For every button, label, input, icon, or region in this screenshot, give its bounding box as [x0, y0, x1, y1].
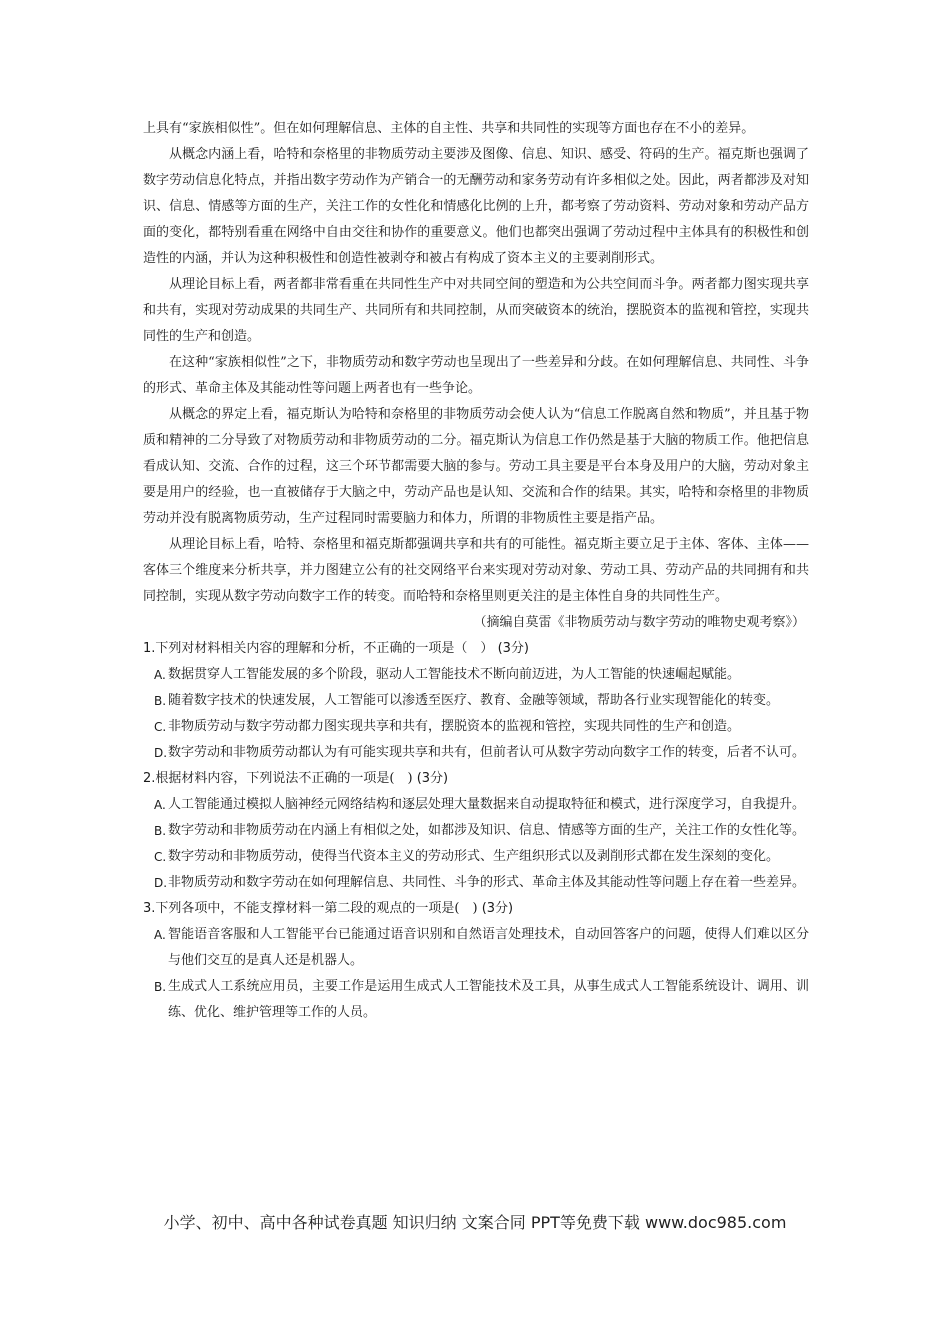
question-text: 根据材料内容，下列说法不正确的一项是( )	[155, 771, 413, 786]
question-stem	[143, 636, 809, 662]
question-number: 1.	[143, 641, 156, 656]
question-text: 下列各项中，不能支撑材料一第二段的观点的一项是( )	[155, 901, 478, 916]
option-text: 生成式人工系统应用员，主要工作是运用生成式人工智能技术及工具，从事生成式人工智能系统设计、调用、训练、优化、维护管理等工作的人员。	[168, 979, 809, 1020]
option-text: 数字劳动和非物质劳动都认为有可能实现共享和共有，但前者认可从数字劳动向数字工作的转变，后者不认可。	[168, 745, 806, 760]
option-letter: D.	[154, 876, 168, 890]
option-b	[143, 688, 809, 714]
question-number: 2.	[143, 771, 156, 786]
passage-paragraph: 上具有“家族相似性”。但在如何理解信息、主体的自主性、共享和共同性的实现等方面也存在不小的差异。	[143, 121, 755, 136]
question-1	[143, 636, 809, 766]
option-letter: A.	[154, 798, 166, 812]
question-3	[143, 896, 809, 1026]
option-letter: B.	[154, 824, 167, 838]
option-b	[143, 974, 809, 1026]
question-2	[143, 766, 809, 896]
option-a	[143, 922, 809, 974]
option-text: 智能语音客服和人工智能平台已能通过语音识别和自然语言处理技术，自动回答客户的问题，使得人们难以区分与他们交互的是真人还是机器人。	[168, 927, 809, 968]
option-letter: A.	[154, 668, 166, 682]
passage-paragraph: 从概念内涵上看，哈特和奈格里的非物质劳动主要涉及图像、信息、知识、感受、符码的生产。福克斯也强调了数字劳动信息化特点，并指出数字劳动作为产销合一的无酬劳动和家务劳动有许多相似之处。因此，两者都涉及对知识、信息、情感等方面的生产，关注工作的女性化和情感化比例的上升，都考察了劳动资料、劳动对象和劳动产品方面的变化，都特别看重在网络中自由交往和协作的重要意义。他们也都突出强调了劳动过程中主体具有的积极性和创造性的内涵，并认为这种积极性和创造性被剥夺和被占有构成了资本主义的主要剥削形式。	[143, 147, 809, 266]
option-c	[143, 714, 809, 740]
option-b	[143, 818, 809, 844]
option-text: 随着数字技术的快速发展，人工智能可以渗透至医疗、教育、金融等领域，帮助各行业实现智能化的转变。	[168, 693, 780, 708]
option-text: 数字劳动和非物质劳动，使得当代资本主义的劳动形式、生产组织形式以及剥削形式都在发生深刻的变化。	[168, 849, 780, 864]
option-a	[143, 792, 809, 818]
option-text: 非物质劳动与数字劳动都力图实现共享和共有，摆脱资本的监视和管控，实现共同性的生产和创造。	[168, 719, 741, 734]
option-letter: B.	[154, 980, 167, 994]
footer-banner: 小学、初中、高中各种试卷真题 知识归纳 文案合同 PPT等免费下载 www.doc985.com	[163, 1213, 787, 1232]
question-stem	[143, 896, 809, 922]
option-text: 数字劳动和非物质劳动在内涵上有相似之处，如都涉及知识、信息、情感等方面的生产，关注工作的女性化等。	[168, 823, 806, 838]
document-page	[143, 116, 809, 1026]
option-c	[143, 844, 809, 870]
passage-paragraph: 从理论目标上看，哈特、奈格里和福克斯都强调共享和共有的可能性。福克斯主要立足于主体、客体、主体——客体三个维度来分析共享，并力图建立公有的社交网络平台来实现对劳动对象、劳动工具、劳动产品的共同拥有和共同控制，实现从数字劳动向数字工作的转变。而哈特和奈格里则更关注的是主体性自身的共同性生产。	[143, 537, 809, 604]
option-text: 非物质劳动和数字劳动在如何理解信息、共同性、斗争的形式、革命主体及其能动性等问题上存在着一些差异。	[168, 875, 806, 890]
question-number: 3.	[143, 901, 156, 916]
option-list	[143, 922, 809, 1026]
option-d	[143, 870, 809, 896]
option-letter: B.	[154, 694, 167, 708]
option-letter: A.	[154, 928, 166, 942]
option-a	[143, 662, 809, 688]
option-d	[143, 740, 809, 766]
question-text: 下列对材料相关内容的理解和分析，不正确的一项是（ ）	[155, 641, 494, 656]
question-stem	[143, 766, 809, 792]
passage-paragraph: 从概念的界定上看，福克斯认为哈特和奈格里的非物质劳动会使人认为“信息工作脱离自然和物质”，并且基于物质和精神的二分导致了对物质劳动和非物质劳动的二分。福克斯认为信息工作仍然是基于大脑的物质工作。他把信息看成认知、交流、合作的过程，这三个环节都需要大脑的参与。劳动工具主要是平台本身及用户的大脑，劳动对象主要是用户的经验，也一直被储存于大脑之中，劳动产品也是认知、交流和合作的结果。其实，哈特和奈格里的非物质劳动并没有脱离物质劳动，生产过程同时需要脑力和体力，所谓的非物质性主要是指产品。	[143, 407, 809, 526]
option-list	[143, 662, 809, 766]
question-score: (3分)	[497, 641, 529, 656]
question-score: (3分)	[416, 771, 449, 786]
option-list	[143, 792, 809, 896]
question-score: (3分)	[481, 901, 514, 916]
passage-paragraph: 在这种“家族相似性”之下，非物质劳动和数字劳动也呈现出了一些差异和分歧。在如何理解信息、共同性、斗争的形式、革命主体及其能动性等问题上两者也有一些争论。	[143, 355, 809, 396]
option-letter: C.	[154, 850, 167, 864]
passage-paragraph: 从理论目标上看，两者都非常看重在共同性生产中对共同空间的塑造和为公共空间而斗争。两者都力图实现共享和共有，实现对劳动成果的共同生产、共同所有和共同控制，从而突破资本的统治，摆脱资本的监视和管控，实现共同性的生产和创造。	[143, 277, 809, 344]
option-letter: D.	[154, 746, 168, 760]
option-letter: C.	[154, 720, 167, 734]
option-text: 数据贯穿人工智能发展的多个阶段，驱动人工智能技术不断向前迈进，为人工智能的快速崛起赋能。	[168, 667, 741, 682]
option-text: 人工智能通过模拟人脑神经元网络结构和逐层处理大量数据来自动提取特征和模式，进行深度学习，自我提升。	[168, 797, 806, 812]
passage-source: （摘编自莫雷《非物质劳动与数字劳动的唯物史观考察》）	[473, 615, 805, 630]
